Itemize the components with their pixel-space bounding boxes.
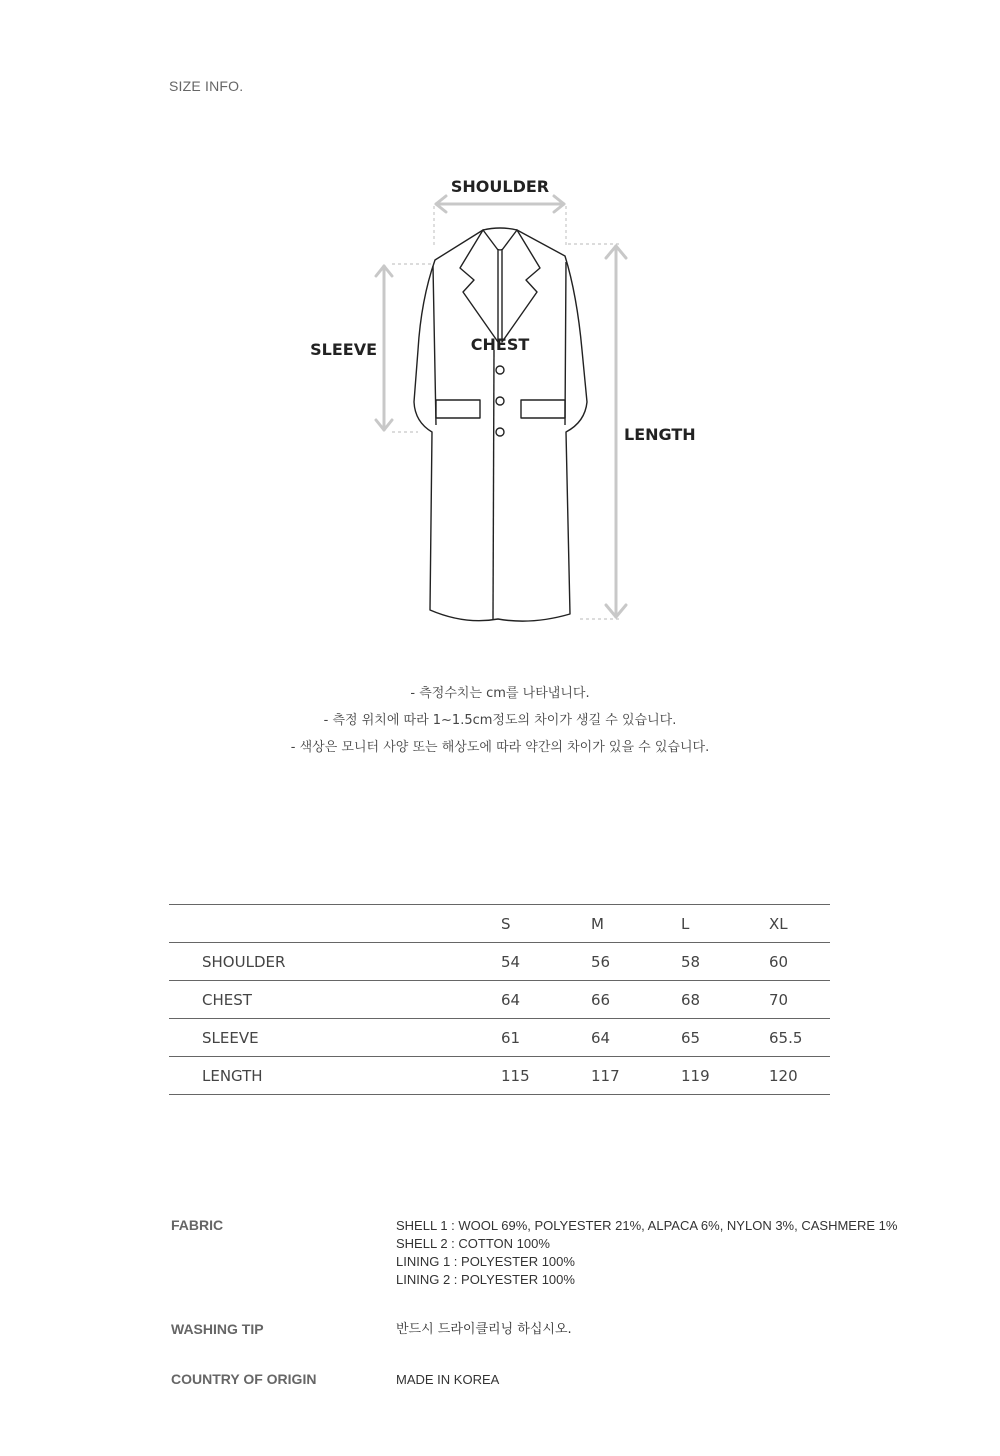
origin-label: COUNTRY OF ORIGIN	[171, 1371, 317, 1387]
row-label: SLEEVE	[202, 1028, 259, 1047]
table-cell: 65	[681, 1028, 701, 1047]
fabric-line: LINING 2 : POLYESTER 100%	[396, 1272, 575, 1287]
table-cell: 54	[501, 952, 521, 971]
table-cell: 61	[501, 1028, 521, 1047]
section-title: SIZE INFO.	[169, 78, 244, 94]
table-cell: 58	[681, 952, 701, 971]
header-cell	[169, 905, 501, 943]
row-label: SHOULDER	[202, 952, 286, 971]
note-line: - 측정 위치에 따라 1~1.5cm정도의 차이가 생길 수 있습니다.	[323, 713, 677, 728]
table-cell: 65.5	[769, 1028, 803, 1047]
note-line: - 색상은 모니터 사양 또는 해상도에 따라 약간의 차이가 있을 수 있습니다.	[290, 740, 710, 755]
sleeve-label: SLEEVE	[310, 340, 377, 359]
table-header-row	[169, 905, 830, 943]
fabric-values	[396, 1217, 897, 1289]
header-cell-s: S	[501, 914, 511, 933]
table-row	[169, 943, 830, 981]
shoulder-label: SHOULDER	[450, 177, 550, 196]
fabric-label: FABRIC	[171, 1217, 224, 1233]
row-label: CHEST	[202, 990, 252, 1009]
table-row	[169, 981, 830, 1019]
coat-illustration	[300, 170, 700, 630]
fabric-line: SHELL 2 : COTTON 100%	[396, 1236, 550, 1251]
table-cell: 64	[501, 990, 521, 1009]
origin-value: MADE IN KOREA	[396, 1372, 500, 1387]
table-cell: 117	[591, 1066, 620, 1085]
header-cell-l: L	[681, 914, 690, 933]
chest-label: CHEST	[470, 335, 530, 354]
fabric-line: SHELL 1 : WOOL 69%, POLYESTER 21%, ALPACA 6%, NYLON 3%, CASHMERE 1%	[396, 1218, 898, 1233]
table-cell: 120	[769, 1066, 798, 1085]
fabric-line: LINING 1 : POLYESTER 100%	[396, 1254, 575, 1269]
washing-label: WASHING TIP	[171, 1321, 264, 1337]
table-cell: 64	[591, 1028, 611, 1047]
row-label: LENGTH	[202, 1066, 263, 1085]
table-row	[169, 1019, 830, 1057]
table-cell: 119	[681, 1066, 710, 1085]
size-table	[169, 904, 830, 1095]
table-cell: 56	[591, 952, 611, 971]
note-line: - 측정수치는 cm를 나타냅니다.	[410, 686, 590, 701]
coat-measurement-diagram	[300, 170, 700, 630]
table-cell: 60	[769, 952, 789, 971]
washing-value: 반드시 드라이클리닝 하십시오.	[396, 1322, 572, 1337]
table-cell: 70	[769, 990, 789, 1009]
table-cell: 66	[591, 990, 611, 1009]
measurement-notes	[0, 680, 1000, 761]
length-label: LENGTH	[624, 425, 696, 444]
coat-outline	[414, 228, 587, 621]
table-cell: 115	[501, 1066, 530, 1085]
table-cell: 68	[681, 990, 701, 1009]
header-cell-m: M	[591, 914, 604, 933]
header-cell-xl: XL	[769, 914, 788, 933]
table-row	[169, 1057, 830, 1095]
